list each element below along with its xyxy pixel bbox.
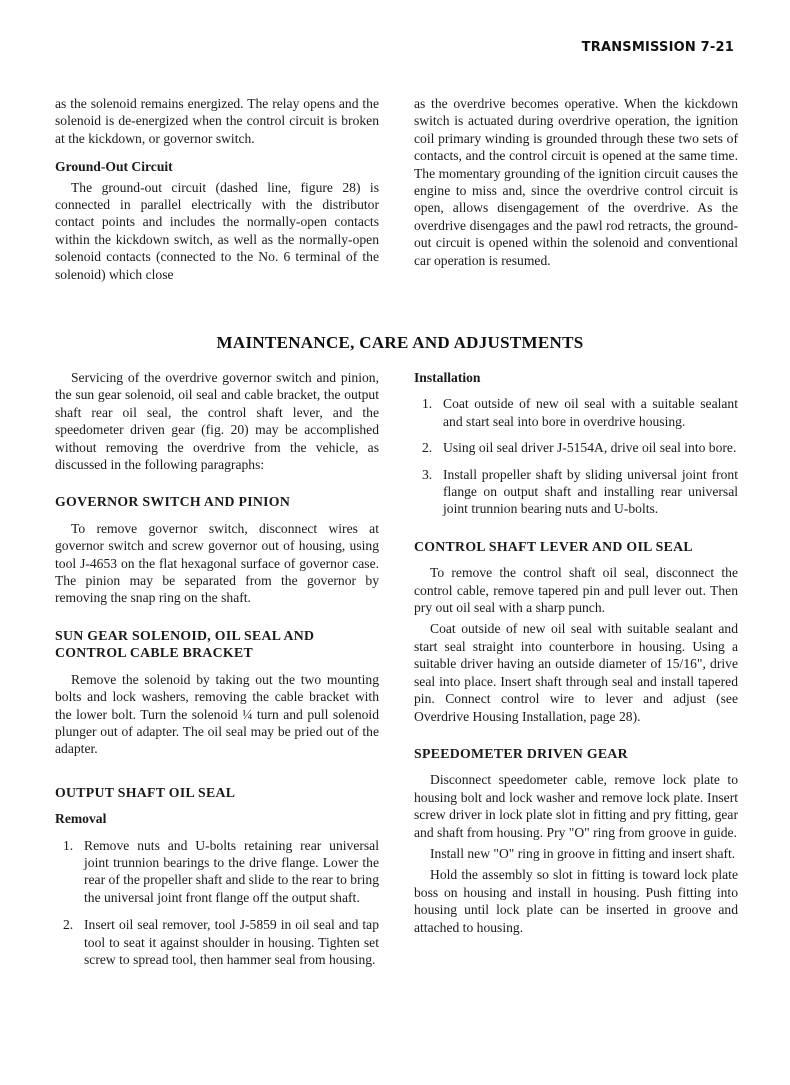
step-item (414, 395, 738, 430)
step-item (414, 439, 738, 456)
step-item (414, 466, 738, 518)
right-column (414, 369, 738, 936)
section-heading-output-shaft: OUTPUT SHAFT OIL SEAL (55, 784, 236, 800)
removal-steps (55, 837, 379, 969)
section-subheading: Ground-Out Circuit (55, 159, 173, 175)
paragraph: To remove the control shaft oil seal, disconnect the control cable, remove tapered pin and pull lever out. Then pry out oil seal with a sharp punch. (414, 565, 738, 616)
step-item (55, 837, 379, 907)
step-text: Coat outside of new oil seal with a suitable sealant and start seal into bore in overdrive housing. (443, 396, 738, 429)
paragraph: Hold the assembly so slot in fitting is toward lock plate boss on housing and install in housing. Push fitting into housing until lock plate can be inserted in groove and attached to housing. (414, 867, 738, 935)
paragraph: To remove governor switch, disconnect wires at governor switch and screw governor out of housing, using tool J-4653 on the flat hexagonal surface of governor case. The pinion may be separated from the governor by removing the snap ring on the shaft. (55, 520, 379, 606)
step-number: 2. (63, 917, 74, 933)
paragraph: Install new "O" ring in groove in fitting and insert shaft. (430, 845, 736, 861)
running-head: TRANSMISSION 7-21 (581, 40, 734, 55)
top-right-column (414, 95, 738, 269)
step-number: 2. (422, 440, 433, 456)
left-column (55, 369, 379, 968)
installation-steps (414, 395, 738, 517)
section-subheading-installation: Installation (414, 370, 481, 385)
step-text: Install propeller shaft by sliding universal joint front flange on output shaft and installing rear universal joint trunnion bearing nuts and U-bolts. (443, 466, 738, 517)
intro-paragraph: Servicing of the overdrive governor switch and pinion, the sun gear solenoid, oil seal and cable bracket, the output shaft rear oil seal, the control shaft lever, and the speedometer driven gear (fig. 20) may be accomplished without removing the overdrive from the vehicle, as discussed in the following paragraphs: (55, 370, 379, 473)
section-heading-sun-gear-line1: SUN GEAR SOLENOID, OIL SEAL AND (55, 627, 315, 643)
step-number: 3. (422, 466, 433, 482)
section-subheading-removal: Removal (55, 811, 107, 827)
section-heading-sun-gear-line2: CONTROL CABLE BRACKET (55, 645, 253, 661)
paragraph: The ground-out circuit (dashed line, figure 28) is connected in parallel electrically with the distributor contact points and includes the normally-open contacts within the kickdown switch, as well as the normally-open solenoid contacts (connected to the No. 6 terminal of the solenoid) which close (55, 179, 379, 282)
paragraph: Remove the solenoid by taking out the two mounting bolts and lock washers, removing the cable bracket with the lower bolt. Turn the solenoid ¼ turn and pull solenoid plunger out of adapter. The oil seal may be pried out of the adapter. (55, 671, 379, 757)
step-text: Remove nuts and U-bolts retaining rear universal joint trunnion bearings to the drive flange. Lower the rear of the propeller shaft and slide to the rear to bring the universal joint front flange off the output shaft. (84, 837, 379, 905)
main-heading: MAINTENANCE, CARE AND ADJUSTMENTS (216, 333, 584, 352)
section-heading-control-shaft: CONTROL SHAFT LEVER AND OIL SEAL (414, 538, 693, 554)
paragraph: Coat outside of new oil seal with suitable sealant and start seal straight into counterbore in housing. Using a suitable driver having an outside diameter of 15/16", drive seal into place. Insert shaft through seal and install tapered pin. Connect control wire to lever and adjust (see Overdrive Housing Installation, page 28). (414, 621, 738, 724)
top-left-column (55, 95, 379, 283)
section-heading-governor: GOVERNOR SWITCH AND PINION (55, 494, 291, 510)
step-number: 1. (422, 396, 433, 412)
step-text: Using oil seal driver J-5154A, drive oil seal into bore. (443, 440, 737, 456)
paragraph: as the solenoid remains energized. The relay opens and the solenoid is de-energized when the control circuit is broken at the kickdown, or governor switch. (55, 96, 379, 146)
step-number: 1. (63, 837, 74, 853)
paragraph: as the overdrive becomes operative. When the kickdown switch is actuated during overdrive operation, the ignition coil primary winding is grounded through these two sets of contacts, and the control circuit is opened at the same time. The momentary grounding of the ignition circuit causes the engine to miss and, since the overdrive control circuit is open, allows disengagement of the overdrive. As the overdrive disengages and the pawl rod retracts, the ground-out circuit is opened within the solenoid and conventional car operation is resumed. (414, 96, 738, 268)
step-item (55, 916, 379, 968)
step-text: Insert oil seal remover, tool J-5859 in oil seal and tap tool to seat it against shoulder in housing. Tighten set screw to spread tool, then hammer seal from housing. (84, 917, 379, 967)
section-heading-speedometer: SPEEDOMETER DRIVEN GEAR (414, 745, 628, 761)
paragraph: Disconnect speedometer cable, remove lock plate to housing bolt and lock washer and remove lock plate. Insert screw driver in lock plate slot in fitting and pry fitting, gear and shaft from housing. Pry "O" ring from groove in guide. (414, 772, 738, 840)
